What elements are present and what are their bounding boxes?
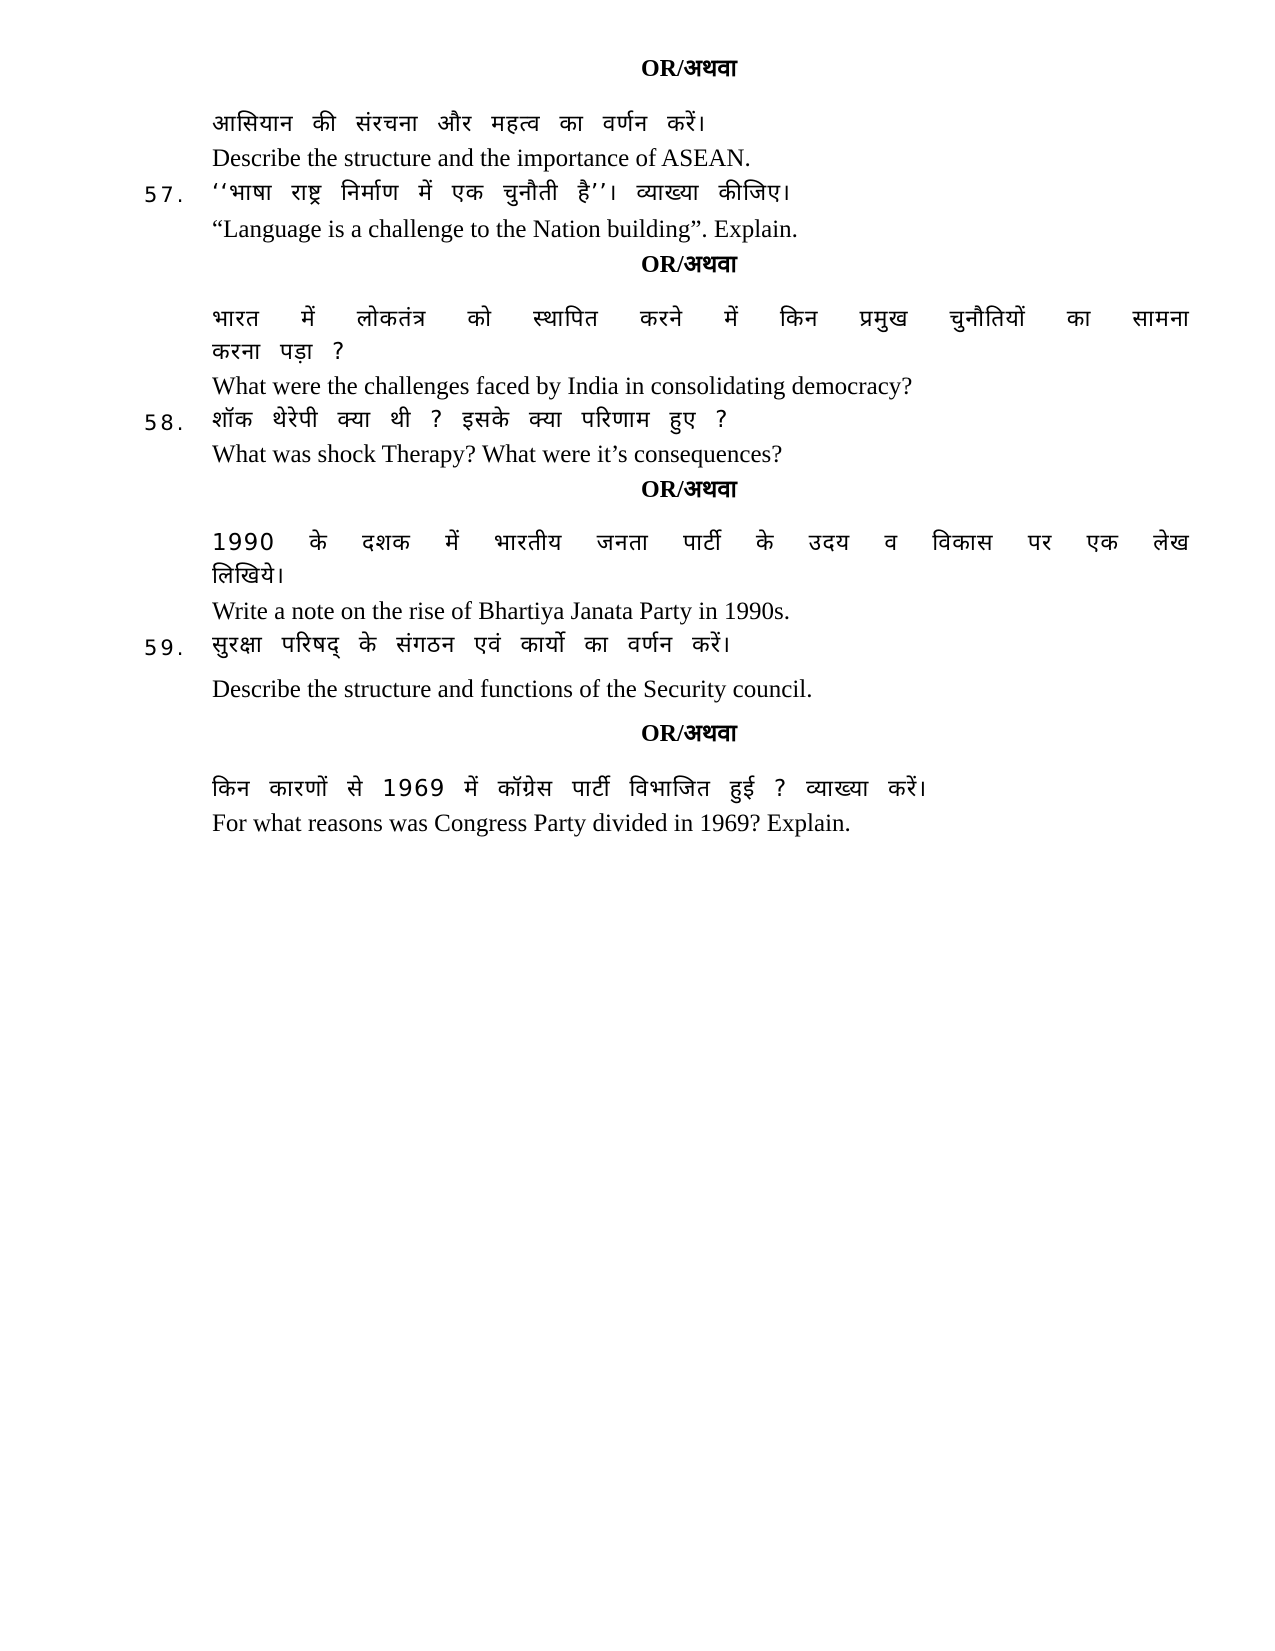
or-heading: OR/अथवा [641, 56, 737, 82]
question-number: 59. [144, 636, 187, 660]
option-hindi-text: 1990 के दशक में भारतीय जनता पार्टी के उदय व विकास पर एक लेख [212, 530, 1190, 556]
question-hindi-text: सुरक्षा परिषद् के संगठन एवं कार्यो का वर्णन करें। [212, 632, 732, 658]
question-hindi-text: ‘‘भाषा राष्ट्र निर्माण में एक चुनौती है’’। व्याख्या कीजिए। [212, 180, 792, 206]
question-english-text: Describe the structure and functions of the Security council. [212, 676, 813, 703]
question-english-text: “Language is a challenge to the Nation building”. Explain. [212, 216, 798, 243]
question-number: 58. [144, 411, 187, 435]
or-heading: OR/अथवा [641, 721, 737, 747]
question-english-text: What was shock Therapy? What were it’s consequences? [212, 441, 783, 468]
question-number: 57. [144, 183, 187, 207]
option-hindi-text: भारत में लोकतंत्र को स्थापित करने में किन प्रमुख चुनौतियों का सामना [212, 306, 1190, 332]
question-hindi-text: शॉक थेरेपी क्या थी ? इसके क्या परिणाम हुए ? [212, 407, 729, 433]
option-english-text: Write a note on the rise of Bhartiya Janata Party in 1990s. [212, 598, 791, 625]
option-hindi-text: आसियान की संरचना और महत्व का वर्णन करें। [212, 111, 707, 137]
option-english-text: What were the challenges faced by India in consolidating democracy? [212, 373, 913, 400]
or-heading: OR/अथवा [641, 477, 737, 503]
option-english-text: For what reasons was Congress Party divided in 1969? Explain. [212, 810, 851, 837]
or-heading: OR/अथवा [641, 252, 737, 278]
option-hindi-text: लिखिये। [212, 563, 286, 589]
option-hindi-text: किन कारणों से 1969 में कॉग्रेस पार्टी विभाजित हुई ? व्याख्या करें। [212, 776, 928, 802]
option-english-text: Describe the structure and the importance of ASEAN. [212, 145, 751, 172]
option-hindi-text: करना पड़ा ? [212, 339, 346, 365]
